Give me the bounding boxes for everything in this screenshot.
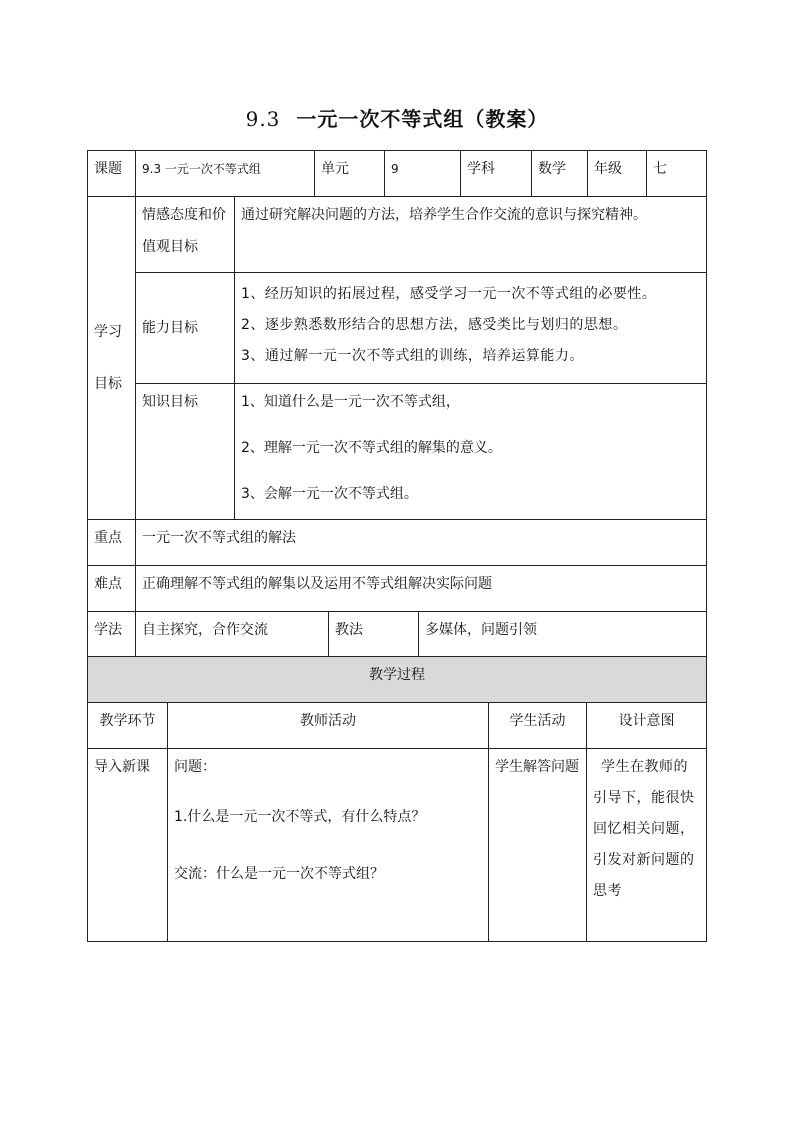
col-teacher-header: 教师活动 xyxy=(168,703,489,749)
title-number: 9.3 xyxy=(245,107,281,131)
goals-label-line1: 学习 xyxy=(94,324,122,340)
row1-teacher-activity xyxy=(168,749,489,942)
process-heading: 教学过程 xyxy=(88,657,707,703)
teacher-line-2: 1.什么是一元一次不等式，有什么特点？ xyxy=(174,809,426,825)
difficulty-label: 难点 xyxy=(88,566,136,612)
unit-value: 9 xyxy=(385,151,461,197)
teach-method-text: 多媒体，问题引领 xyxy=(419,612,707,657)
knowledge-goal-list xyxy=(235,384,707,520)
knowledge-item-3: 3、会解一元一次不等式组。 xyxy=(241,486,418,502)
knowledge-item-2: 2、理解一元一次不等式组的解集的意义。 xyxy=(241,440,502,456)
row1-design-intent xyxy=(587,749,707,942)
title-text: 一元一次不等式组（教案） xyxy=(296,107,549,131)
design-line-4: 引发对新问题的 xyxy=(593,852,695,868)
emotion-goal-label xyxy=(136,197,235,273)
ability-item-1: 1、经历知识的拓展过程，感受学习一元一次不等式组的必要性。 xyxy=(241,286,657,302)
unit-label: 单元 xyxy=(315,151,385,197)
teach-method-label: 教法 xyxy=(329,612,419,657)
knowledge-goal-label: 知识目标 xyxy=(136,384,235,520)
grade-label: 年级 xyxy=(588,151,647,197)
lesson-info-table xyxy=(87,150,707,657)
col-student-header: 学生活动 xyxy=(489,703,587,749)
grade-value: 七 xyxy=(647,151,707,197)
document-title xyxy=(0,103,794,132)
teacher-line-1: 问题： xyxy=(174,759,216,775)
ability-item-3: 3、通过解一元一次不等式组的训练，培养运算能力。 xyxy=(241,348,584,364)
ability-goal-list xyxy=(235,273,707,384)
difficulty-text: 正确理解不等式组的解集以及运用不等式组解决实际问题 xyxy=(136,566,707,612)
ability-item-2: 2、逐步熟悉数形结合的思想方法，感受类比与划归的思想。 xyxy=(241,317,628,333)
learning-goals-label xyxy=(88,197,136,520)
col-stage-header: 教学环节 xyxy=(88,703,168,749)
subject-value: 数学 xyxy=(532,151,588,197)
goals-label-line2: 目标 xyxy=(94,376,122,392)
row1-student-activity: 学生解答问题 xyxy=(489,749,587,942)
topic-label: 课题 xyxy=(88,151,136,197)
design-line-2: 引导下，能很快 xyxy=(593,790,695,806)
learn-method-label: 学法 xyxy=(88,612,136,657)
emotion-goal-text: 通过研究解决问题的方法，培养学生合作交流的意识与探究精神。 xyxy=(235,197,707,273)
teaching-process-table xyxy=(87,656,707,942)
subject-label: 学科 xyxy=(461,151,532,197)
col-design-header: 设计意图 xyxy=(587,703,707,749)
emotion-label-line2: 值观目标 xyxy=(142,239,198,255)
ability-goal-label: 能力目标 xyxy=(136,273,235,384)
knowledge-item-1: 1、知道什么是一元一次不等式组， xyxy=(241,394,460,410)
focus-label: 重点 xyxy=(88,520,136,566)
design-line-1: 学生在教师的 xyxy=(601,759,688,775)
design-line-5: 思考 xyxy=(593,883,622,899)
emotion-label-line1: 情感态度和价 xyxy=(142,207,226,223)
learn-method-text: 自主探究，合作交流 xyxy=(136,612,329,657)
row1-stage: 导入新课 xyxy=(88,749,168,942)
design-line-3: 回忆相关问题， xyxy=(593,821,695,837)
topic-value: 9.3 一元一次不等式组 xyxy=(136,151,315,197)
focus-text: 一元一次不等式组的解法 xyxy=(136,520,707,566)
teacher-line-3: 交流：什么是一元一次不等式组？ xyxy=(174,866,384,882)
